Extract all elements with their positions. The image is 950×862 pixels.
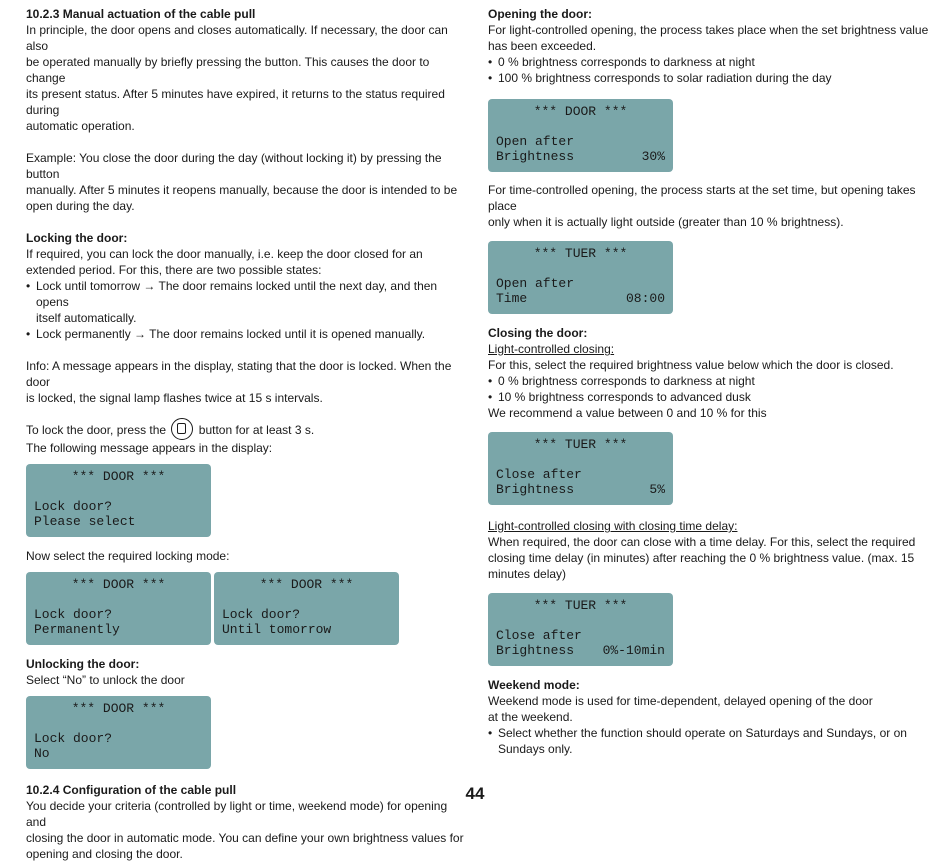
right-column <box>488 0 933 757</box>
heading-locking: Locking the door: <box>26 231 128 245</box>
paragraph-press-button: To lock the door, press the button for at least 3 s. <box>26 422 466 440</box>
heading-closing: Closing the door: <box>488 326 588 340</box>
lcd-display-no: *** DOOR *** Lock door? No <box>26 696 211 769</box>
section-heading-10-2-4: 10.2.4 Configuration of the cable pull <box>26 783 237 797</box>
bullet-opening-0: • 0 % brightness corresponds to darkness at night <box>488 54 933 70</box>
lcd-display-open-brightness: *** DOOR *** Open after Brightness 30% <box>488 99 673 172</box>
section-heading-10-2-3: 10.2.3 Manual actuation of the cable pull <box>26 7 256 21</box>
lcd-display-please-select: *** DOOR *** Lock door? Please select <box>26 464 211 537</box>
paragraph-closing: For this, select the required brightness value below which the door is closed. <box>488 358 894 372</box>
bullet-closing-10: • 10 % brightness corresponds to advanced dusk <box>488 389 933 405</box>
lcd-display-open-time: *** TUER *** Open after Time 08:00 <box>488 241 673 314</box>
bullet-weekend: • Select whether the function should operate on Saturdays and Sundays, or on Sundays only. <box>488 725 933 757</box>
paragraph-manual-actuation: In principle, the door opens and closes automatically. If necessary, the door can also be operated manually by briefly pressing the button. This causes the door to change its present status. After 5 minutes have expired, it returns to the status required during automatic operation. <box>26 23 448 133</box>
paragraph-following-message: The following message appears in the display: <box>26 441 273 455</box>
subheading-light-closing: Light-controlled closing: <box>488 342 615 356</box>
lcd-display-close-delay: *** TUER *** Close after Brightness 0%-10min <box>488 593 673 666</box>
paragraph-opening: For light-controlled opening, the process takes place when the set brightness value has been exceeded. <box>488 23 929 53</box>
heading-unlocking: Unlocking the door: <box>26 657 140 671</box>
paragraph-select-mode: Now select the required locking mode: <box>26 549 230 563</box>
paragraph-closing-delay: When required, the door can close with a time delay. For this, select the required closing time delay (in minutes) after reaching the 0 % brightness value. (max. 15 minutes delay) <box>488 535 916 581</box>
heading-opening: Opening the door: <box>488 7 592 21</box>
page-number: 44 <box>465 784 485 803</box>
bullet-lock-permanently: • Lock permanently → The door remains locked until it is opened manually. <box>26 326 466 342</box>
lcd-display-permanently: *** DOOR *** Lock door? Permanently <box>26 572 211 645</box>
paragraph-unlocking: Select “No” to unlock the door <box>26 673 185 687</box>
door-button-icon <box>171 418 193 440</box>
lcd-display-close-brightness: *** TUER *** Close after Brightness 5% <box>488 432 673 505</box>
paragraph-locking: If required, you can lock the door manually, i.e. keep the door closed for an extended period. For this, there are two possible states: <box>26 247 423 277</box>
bullet-closing-0: • 0 % brightness corresponds to darkness at night <box>488 373 933 389</box>
heading-weekend: Weekend mode: <box>488 678 580 692</box>
paragraph-weekend: Weekend mode is used for time-dependent, delayed opening of the door at the weekend. <box>488 694 873 724</box>
paragraph-recommend: We recommend a value between 0 and 10 % for this <box>488 406 767 420</box>
paragraph-time-controlled: For time-controlled opening, the process starts at the set time, but opening takes place only when it is actually light outside (greater than 10 % brightness). <box>488 183 916 229</box>
bullet-lock-until-tomorrow: • Lock until tomorrow → The door remains locked until the next day, and then opens itself automatically. <box>26 278 466 326</box>
bullet-opening-100: • 100 % brightness corresponds to solar radiation during the day <box>488 70 933 86</box>
paragraph-configuration: You decide your criteria (controlled by light or time, weekend mode) for opening and closing the door in automatic mode. You can define your own brightness values for opening and closing the door. <box>26 799 464 861</box>
left-column <box>26 0 466 862</box>
lcd-display-until-tomorrow: *** DOOR *** Lock door? Until tomorrow <box>214 572 399 645</box>
subheading-closing-delay: Light-controlled closing with closing time delay: <box>488 519 738 533</box>
paragraph-example: Example: You close the door during the day (without locking it) by pressing the button manually. After 5 minutes it reopens manually, because the door is intended to be open during the day. <box>26 151 458 213</box>
paragraph-info: Info: A message appears in the display, stating that the door is locked. When the door is locked, the signal lamp flashes twice at 15 s intervals. <box>26 359 452 405</box>
